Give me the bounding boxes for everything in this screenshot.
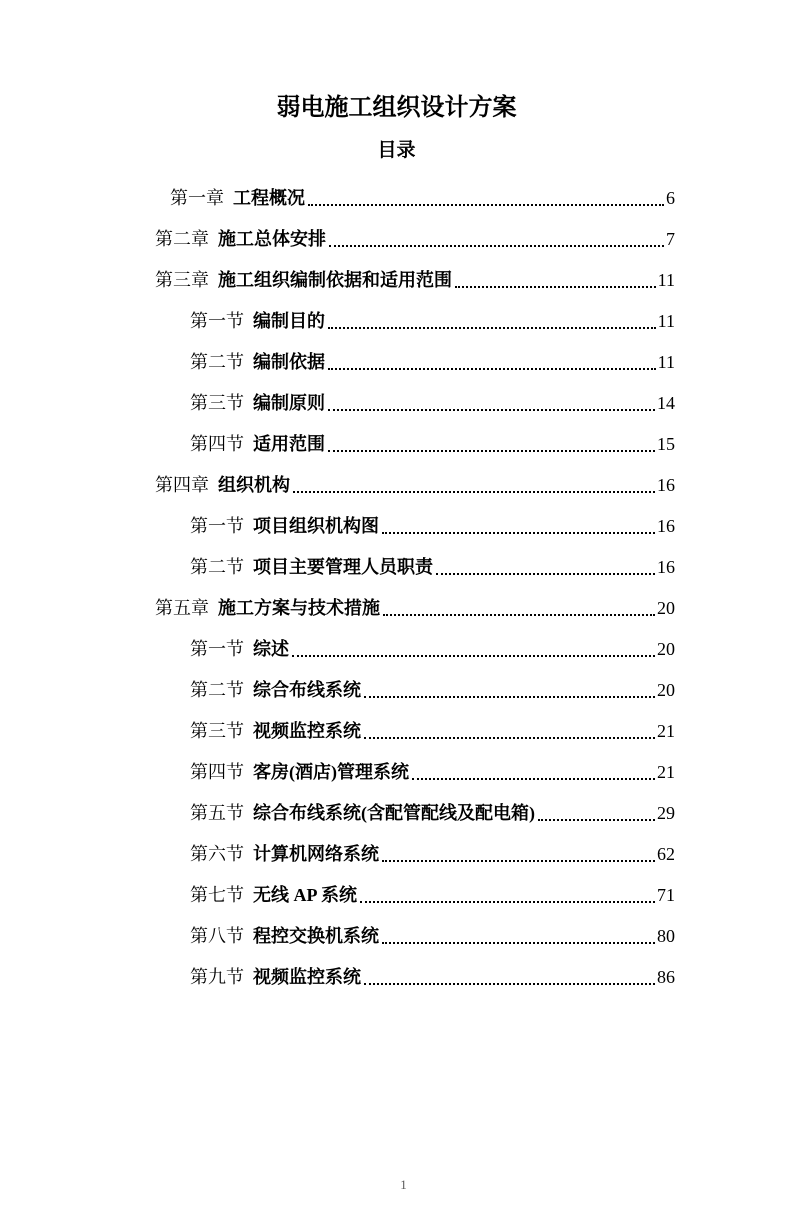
toc-entry-label: 第二节 [190,680,244,700]
toc-leader-dots [382,834,655,875]
toc-entry-page: 21 [657,721,675,741]
toc-entry-page: 20 [657,598,675,618]
toc-entry[interactable] [155,834,675,875]
toc-entry-title: 适用范围 [253,434,325,454]
toc-entry-page: 16 [657,516,675,536]
toc-heading: 目录 [377,140,416,161]
toc-entry-label: 第二节 [190,352,244,372]
toc-entry-label: 第五节 [190,803,244,823]
toc-entry-title: 综述 [253,639,289,659]
toc-leader-dots [383,588,655,629]
toc-entry-page: 62 [657,844,675,864]
toc-entry[interactable] [155,629,675,670]
toc-entry-title: 项目主要管理人员职责 [253,557,433,577]
toc-entry-label: 第九节 [190,967,244,987]
toc-entry-title: 施工组织编制依据和适用范围 [218,270,452,290]
toc-entry-title: 施工方案与技术措施 [218,598,380,618]
toc-leader-dots [292,629,655,670]
toc-entry-page: 11 [657,270,675,290]
toc-entry-page: 80 [657,926,675,946]
toc-entry-label: 第七节 [190,885,244,905]
toc-entry[interactable] [155,793,675,834]
footer-page-number: 1 [400,1177,407,1192]
toc-entry-label: 第一节 [190,516,244,536]
toc-entry-title: 视频监控系统 [253,967,361,987]
toc-entry[interactable] [155,465,675,506]
toc-entry-title: 编制原则 [253,393,325,413]
toc-entry-page: 16 [657,557,675,577]
toc-entry-label: 第六节 [190,844,244,864]
toc-entry-title: 编制依据 [253,352,325,372]
toc-leader-dots [328,424,655,465]
toc-entry[interactable] [155,547,675,588]
toc-leader-dots [382,506,655,547]
toc-entry-label: 第二节 [190,557,244,577]
toc-entry-label: 第二章 [155,229,209,249]
toc-entry[interactable] [155,670,675,711]
toc-entry-label: 第四节 [190,434,244,454]
toc-leader-dots [329,219,664,260]
toc-leader-dots [364,957,655,998]
toc-entry-title: 客房(酒店)管理系统 [253,762,409,782]
toc-entry-page: 16 [657,475,675,495]
toc-entry-title: 综合布线系统(含配管配线及配电箱) [253,803,535,823]
toc-entry-page: 11 [657,311,675,331]
toc-list [0,178,793,998]
toc-entry[interactable] [155,752,675,793]
toc-entry-page: 86 [657,967,675,987]
toc-entry[interactable] [155,424,675,465]
toc-entry-title: 编制目的 [253,311,325,331]
toc-entry-title: 无线 AP 系统 [253,885,358,905]
toc-entry-label: 第一节 [190,311,244,331]
toc-entry[interactable] [155,506,675,547]
toc-entry[interactable] [155,711,675,752]
toc-entry-title: 程控交换机系统 [253,926,379,946]
toc-entry-title: 视频监控系统 [253,721,361,741]
toc-entry-label: 第八节 [190,926,244,946]
page-title: 弱电施工组织设计方案 [276,95,517,121]
toc-leader-dots [364,711,655,752]
toc-entry-page: 71 [657,885,675,905]
toc-leader-dots [328,342,656,383]
toc-entry[interactable] [155,301,675,342]
toc-entry[interactable] [155,957,675,998]
toc-leader-dots [328,383,655,424]
toc-entry[interactable] [155,178,675,219]
toc-entry[interactable] [155,383,675,424]
toc-leader-dots [364,670,655,711]
toc-entry-title: 组织机构 [218,475,290,495]
toc-leader-dots [308,178,664,219]
toc-entry-page: 21 [657,762,675,782]
toc-entry-label: 第三节 [190,393,244,413]
toc-entry-title: 综合布线系统 [253,680,361,700]
toc-entry-title: 施工总体安排 [218,229,326,249]
toc-leader-dots [412,752,655,793]
toc-entry-page: 20 [657,680,675,700]
toc-entry-label: 第一章 [170,188,224,208]
toc-entry[interactable] [155,219,675,260]
toc-leader-dots [293,465,655,506]
toc-leader-dots [455,260,656,301]
toc-entry[interactable] [155,875,675,916]
toc-entry-page: 7 [666,229,675,249]
toc-entry-page: 29 [657,803,675,823]
toc-leader-dots [538,793,655,834]
toc-entry-page: 14 [657,393,675,413]
toc-entry-label: 第四节 [190,762,244,782]
toc-leader-dots [436,547,655,588]
toc-leader-dots [360,875,655,916]
toc-entry[interactable] [155,916,675,957]
toc-entry-title: 工程概况 [233,188,305,208]
toc-entry-title: 计算机网络系统 [253,844,379,864]
toc-entry[interactable] [155,260,675,301]
toc-entry-label: 第五章 [155,598,209,618]
toc-leader-dots [328,301,656,342]
toc-leader-dots [382,916,655,957]
toc-entry-page: 11 [657,352,675,372]
toc-entry[interactable] [155,588,675,629]
toc-entry-page: 15 [657,434,675,454]
toc-entry-page: 20 [657,639,675,659]
toc-entry[interactable] [155,342,675,383]
toc-entry-label: 第四章 [155,475,209,495]
toc-entry-label: 第三节 [190,721,244,741]
toc-entry-label: 第一节 [190,639,244,659]
toc-entry-title: 项目组织机构图 [253,516,379,536]
toc-entry-page: 6 [666,188,675,208]
toc-entry-label: 第三章 [155,270,209,290]
